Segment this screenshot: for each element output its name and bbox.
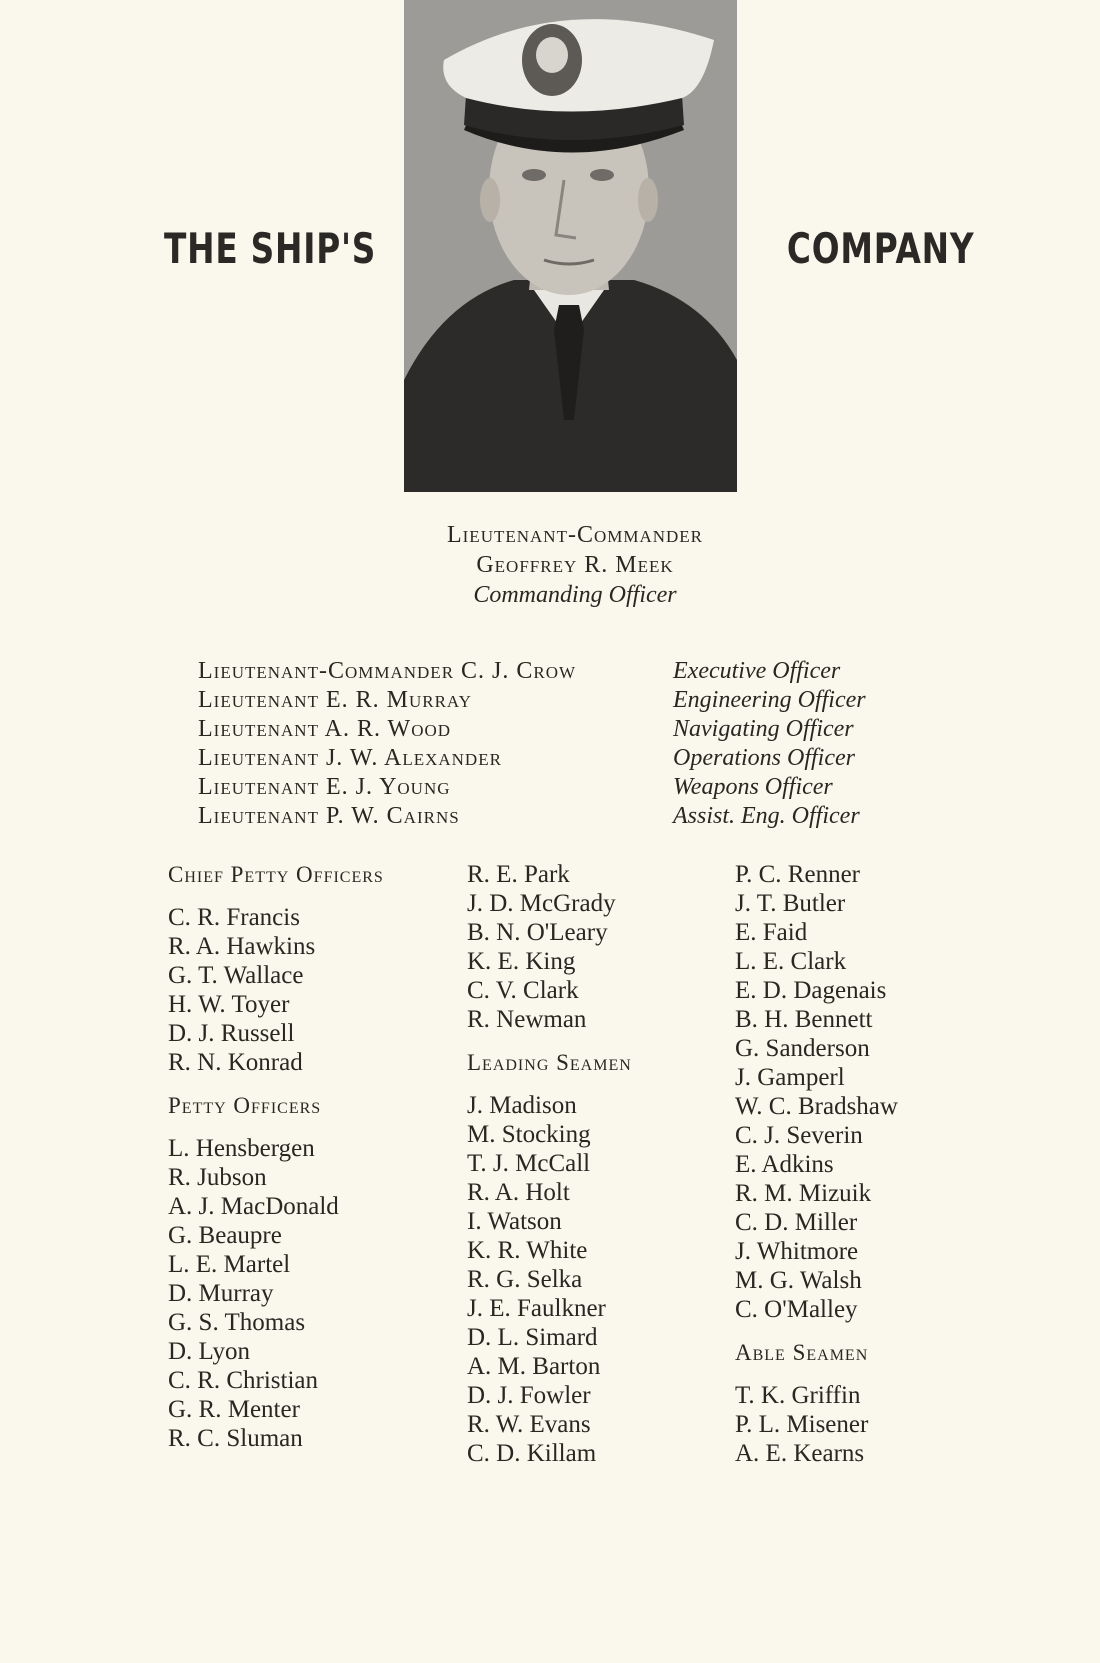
list-item: E. Faid — [735, 919, 808, 946]
officer-role: Assist. Eng. Officer — [673, 803, 860, 829]
list-item: C. D. Miller — [735, 1209, 858, 1236]
list-item: W. C. Bradshaw — [735, 1093, 898, 1120]
section-heading-chief-petty-officers: Chief Petty Officers — [168, 862, 384, 887]
list-item: P. C. Renner — [735, 861, 860, 888]
petty-officers-list — [168, 1134, 458, 1453]
list-item: B. N. O'Leary — [467, 919, 608, 946]
column-2-continued-list — [467, 860, 727, 1034]
column-3 — [735, 860, 975, 1468]
officer-name: Lieutenant E. J. Young — [198, 774, 451, 800]
list-item: C. R. Christian — [168, 1367, 319, 1394]
list-item: I. Watson — [467, 1208, 562, 1235]
list-item: K. R. White — [467, 1237, 588, 1264]
list-item: C. D. Killam — [467, 1440, 597, 1467]
list-item: L. Hensbergen — [168, 1135, 315, 1162]
list-item: G. T. Wallace — [168, 962, 304, 989]
list-item: D. Lyon — [168, 1338, 250, 1365]
list-item: J. Madison — [467, 1092, 577, 1119]
list-item: L. E. Martel — [168, 1251, 291, 1278]
list-item: J. Gamperl — [735, 1064, 845, 1091]
list-item: G. R. Menter — [168, 1396, 300, 1423]
list-item: B. H. Bennett — [735, 1006, 873, 1033]
officer-row — [198, 715, 918, 744]
able-seamen-list — [735, 1381, 975, 1468]
officer-role: Navigating Officer — [673, 716, 854, 742]
list-item: R. A. Holt — [467, 1179, 570, 1206]
officer-name: Lieutenant-Commander C. J. Crow — [198, 658, 577, 684]
list-item: A. M. Barton — [467, 1353, 601, 1380]
column-3-continued-list — [735, 860, 975, 1324]
list-item: R. A. Hawkins — [168, 933, 316, 960]
list-item: R. C. Sluman — [168, 1425, 303, 1452]
list-item: M. G. Walsh — [735, 1267, 862, 1294]
list-item: E. D. Dagenais — [735, 977, 887, 1004]
list-item: G. S. Thomas — [168, 1309, 306, 1336]
list-item: T. K. Griffin — [735, 1382, 861, 1409]
officer-role: Operations Officer — [673, 745, 855, 771]
list-item: G. Sanderson — [735, 1035, 870, 1062]
list-item: A. J. MacDonald — [168, 1193, 339, 1220]
list-item: M. Stocking — [467, 1121, 591, 1148]
officer-name: Lieutenant E. R. Murray — [198, 687, 472, 713]
officer-name: Lieutenant P. W. Cairns — [198, 803, 460, 829]
chief-petty-officers-list — [168, 903, 458, 1077]
list-item: R. G. Selka — [467, 1266, 583, 1293]
list-item: R. Jubson — [168, 1164, 267, 1191]
co-name: Geoffrey R. Meek — [476, 552, 674, 578]
officer-row — [198, 657, 918, 686]
officer-role: Executive Officer — [673, 658, 841, 684]
list-item: C. J. Severin — [735, 1122, 863, 1149]
section-heading-leading-seamen: Leading Seamen — [467, 1050, 632, 1075]
list-item: K. E. King — [467, 948, 576, 975]
list-item: R. E. Park — [467, 861, 570, 888]
officer-name: Lieutenant J. W. Alexander — [198, 745, 502, 771]
list-item: A. E. Kearns — [735, 1440, 865, 1467]
list-item: C. V. Clark — [467, 977, 579, 1004]
list-item: J. E. Faulkner — [467, 1295, 606, 1322]
list-item: P. L. Misener — [735, 1411, 869, 1438]
list-item: H. W. Toyer — [168, 991, 290, 1018]
list-item: T. J. McCall — [467, 1150, 591, 1177]
section-heading-petty-officers: Petty Officers — [168, 1093, 322, 1118]
co-rank: Lieutenant-Commander — [446, 522, 704, 548]
commanding-officer-portrait — [404, 0, 737, 492]
officer-row — [198, 802, 918, 831]
heading-left: THE SHIP'S — [164, 224, 377, 273]
column-2 — [467, 860, 727, 1468]
list-item: G. Beaupre — [168, 1222, 282, 1249]
list-item: D. J. Russell — [168, 1020, 295, 1047]
list-item: R. M. Mizuik — [735, 1180, 872, 1207]
officer-row — [198, 686, 918, 715]
list-item: R. N. Konrad — [168, 1049, 303, 1076]
list-item: L. E. Clark — [735, 948, 847, 975]
list-item: J. T. Butler — [735, 890, 846, 917]
officer-row — [198, 773, 918, 802]
officer-role: Engineering Officer — [673, 687, 866, 713]
list-item: E. Adkins — [735, 1151, 834, 1178]
list-item: C. O'Malley — [735, 1296, 858, 1323]
leading-seamen-list — [467, 1091, 727, 1468]
officer-row — [198, 744, 918, 773]
section-heading-able-seamen: Able Seamen — [735, 1340, 869, 1365]
list-item: D. Murray — [168, 1280, 274, 1307]
list-item: R. W. Evans — [467, 1411, 591, 1438]
officer-name: Lieutenant A. R. Wood — [198, 716, 452, 742]
list-item: C. R. Francis — [168, 904, 300, 931]
co-role: Commanding Officer — [473, 582, 677, 608]
list-item: D. L. Simard — [467, 1324, 598, 1351]
officers-list — [198, 657, 918, 831]
list-item: J. Whitmore — [735, 1238, 859, 1265]
officer-role: Weapons Officer — [673, 774, 833, 800]
column-1 — [168, 860, 458, 1453]
heading-right: COMPANY — [786, 224, 974, 273]
list-item: J. D. McGrady — [467, 890, 616, 917]
list-item: R. Newman — [467, 1006, 587, 1033]
list-item: D. J. Fowler — [467, 1382, 591, 1409]
commanding-officer-block — [380, 520, 770, 610]
